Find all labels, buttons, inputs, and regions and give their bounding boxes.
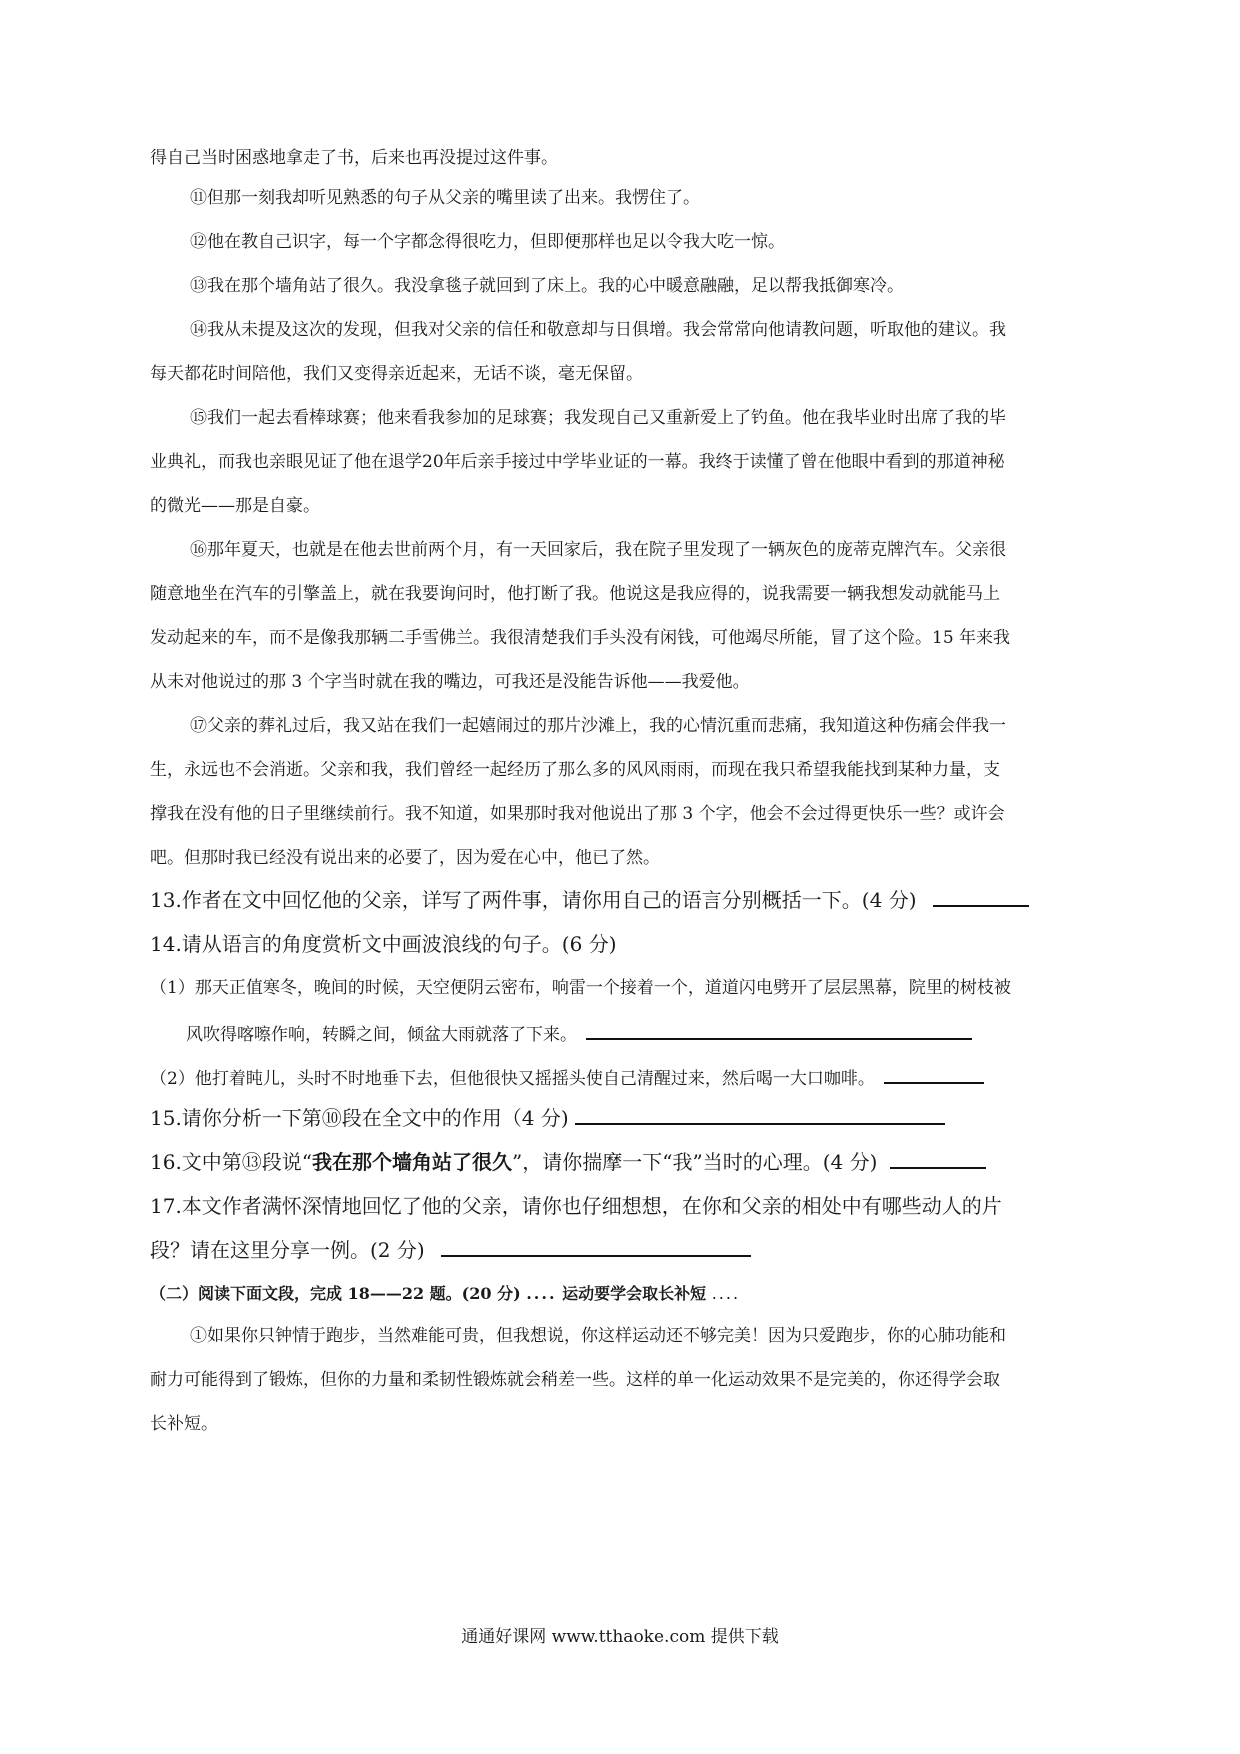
paragraph-16-line1: ⑯那年夏天，也就是在他去世前两个月，有一天回家后，我在院子里发现了一辆灰色的庞蒂克牌汽车。父亲很 (190, 540, 1006, 560)
answer-blank-17[interactable] (441, 1237, 751, 1257)
section-2-heading (150, 1282, 1100, 1306)
answer-blank-14-2[interactable] (884, 1064, 984, 1084)
section-2-paragraph-1-line2: 耐力可能得到了锻炼，但你的力量和柔韧性锻炼就会稍差一些。这样的单一化运动效果不是完美的，你还得学会取 (150, 1370, 1000, 1390)
footer-credit: 通通好课网 www.tthaoke.com 提供下载 (461, 1627, 779, 1647)
section-2-paragraph-1-line3: 长补短。 (150, 1414, 218, 1434)
question-14-part1-text: 风吹得喀嚓作响，转瞬之间，倾盆大雨就落了下来。 (186, 1025, 577, 1045)
question-16-suffix: ”，请你揣摩一下“我”当时的心理。(4 分) (512, 1150, 878, 1174)
question-14-part1-line1: （1）那天正值寒冬，晚间的时候，天空便阴云密布，响雷一个接着一个，道道闪电劈开了层层黑幕，院里的树枝被 (150, 978, 1011, 998)
paragraph-16-line4: 从未对他说过的那 3 个字当时就在我的嘴边，可我还是没能告诉他——我爱他。 (150, 672, 750, 692)
question-17-line1: 17.本文作者满怀深情地回忆了他的父亲，请你也仔细想想，在你和父亲的相处中有哪些动人的片 (150, 1194, 1002, 1218)
answer-blank-15[interactable] (575, 1105, 945, 1125)
paragraph-16-line3: 发动起来的车，而不是像我那辆二手雪佛兰。我很清楚我们手头没有闲钱，可他竭尽所能，冒了这个险。15 年来我 (150, 628, 1011, 648)
section-2-dots: .... (526, 1284, 557, 1303)
paragraph-12: ⑫他在教自己识字，每一个字都念得很吃力，但即便那样也足以令我大吃一惊。 (190, 232, 785, 252)
paragraph-13: ⑬我在那个墙角站了很久。我没拿毯子就回到了床上。我的心中暖意融融，足以帮我抵御寒冷。 (190, 276, 904, 296)
question-13-text: 13.作者在文中回忆他的父亲，详写了两件事，请你用自己的语言分别概括一下。(4 分) (150, 888, 917, 912)
question-17-text: 段？请在这里分享一例。(2 分) (150, 1238, 425, 1262)
section-2-paragraph-1-line1: ①如果你只钟情于跑步，当然难能可贵，但我想说，你这样运动还不够完美！因为只爱跑步，你的心肺功能和 (190, 1326, 1006, 1346)
paragraph-15-line2: 业典礼，而我也亲眼见证了他在退学20年后亲手接过中学毕业证的一幕。我终于读懂了曾在他眼中看到的那道神秘 (150, 452, 1005, 472)
question-15-text: 15.请你分析一下第⑩段在全文中的作用（4 分) (150, 1106, 569, 1130)
section-2-dots-trailing: .... (711, 1284, 741, 1303)
question-17-line2 (150, 1236, 1100, 1264)
question-14-part2 (150, 1064, 1100, 1091)
question-15 (150, 1104, 1100, 1132)
paragraph-15-line1: ⑮我们一起去看棒球赛；他来看我参加的足球赛；我发现自己又重新爱上了钓鱼。他在我毕业时出席了我的毕 (190, 408, 1006, 428)
answer-blank-13[interactable] (933, 887, 1029, 907)
paragraph-16-line2: 随意地坐在汽车的引擎盖上，就在我要询问时，他打断了我。他说这是我应得的，说我需要一辆我想发动就能马上 (150, 584, 1000, 604)
question-13 (150, 886, 1100, 914)
question-16 (150, 1148, 1100, 1176)
paragraph-17-line3: 撑我在没有他的日子里继续前行。我不知道，如果那时我对他说出了那 3 个字，他会不会过得更快乐一些？或许会 (150, 804, 1005, 824)
passage-line: 得自己当时困惑地拿走了书，后来也再没提过这件事。 (150, 148, 558, 168)
question-16-quote: 我在那个墙角站了很久 (312, 1150, 513, 1174)
answer-blank-14-1[interactable] (586, 1020, 972, 1040)
paragraph-17-line2: 生，永远也不会消逝。父亲和我，我们曾经一起经历了那么多的风风雨雨，而现在我只希望我能找到某种力量，支 (150, 760, 1000, 780)
question-16-prefix: 16.文中第⑬段说“ (150, 1150, 313, 1174)
section-2-title: 运动要学会取长补短 (562, 1284, 707, 1303)
section-2-instruction: （二）阅读下面文段，完成 18——22 题。(20 分) (150, 1284, 521, 1303)
paragraph-11: ⑪但那一刻我却听见熟悉的句子从父亲的嘴里读了出来。我愣住了。 (190, 188, 700, 208)
question-14-part2-text: （2）他打着盹儿，头时不时地垂下去，但他很快又摇摇头使自己清醒过来，然后喝一大口咖啡。 (150, 1069, 875, 1089)
paragraph-14-line2: 每天都花时间陪他，我们又变得亲近起来，无话不谈，毫无保留。 (150, 364, 643, 384)
question-14-part1-line2 (186, 1020, 1136, 1047)
paragraph-17-line1: ⑰父亲的葬礼过后，我又站在我们一起嬉闹过的那片沙滩上，我的心情沉重而悲痛，我知道这种伤痛会伴我一 (190, 716, 1006, 736)
paragraph-14-line1: ⑭我从未提及这次的发现，但我对父亲的信任和敬意却与日俱增。我会常常向他请教问题，听取他的建议。我 (190, 320, 1006, 340)
answer-blank-16[interactable] (890, 1149, 986, 1169)
paragraph-17-line4: 吧。但那时我已经没有说出来的必要了，因为爱在心中，他已了然。 (150, 848, 660, 868)
paragraph-15-line3: 的微光——那是自豪。 (150, 496, 320, 516)
question-14: 14.请从语言的角度赏析文中画波浪线的句子。(6 分) (150, 932, 617, 956)
